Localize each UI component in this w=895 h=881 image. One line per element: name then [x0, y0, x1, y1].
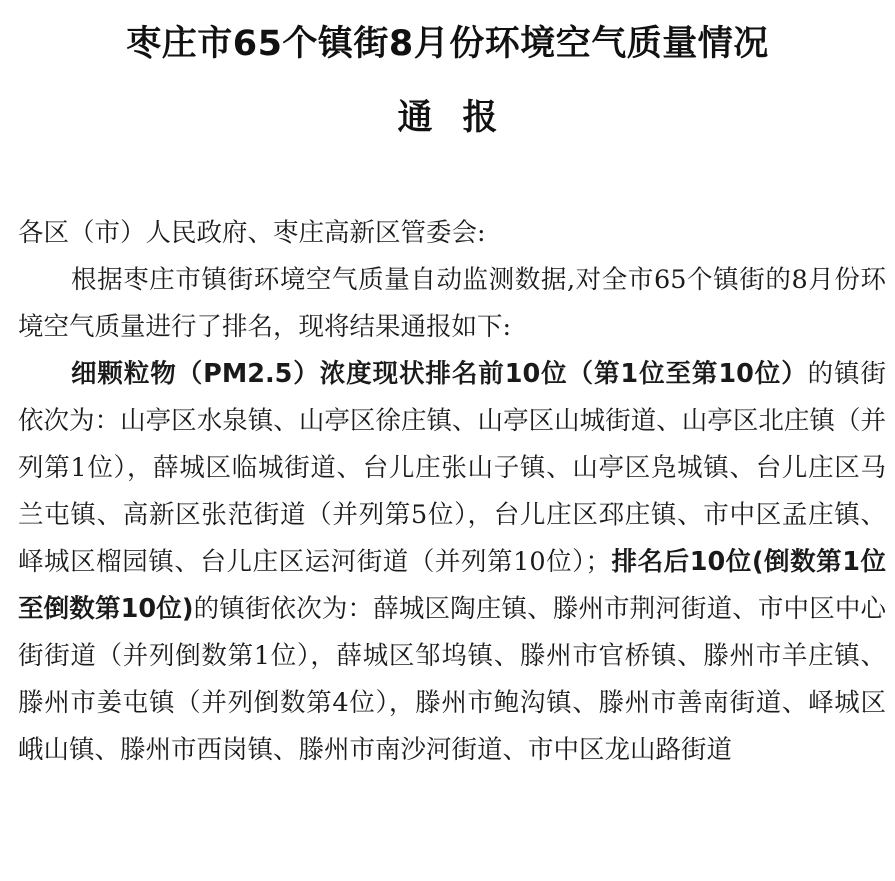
document-subtitle: 通报 — [397, 98, 528, 138]
bottom-ten-list: 的镇街依次为：薛城区陶庄镇、滕州市荆河街道、市中区中心街街道（并列倒数第1位），薛城区邹坞镇、滕州市官桥镇、滕州市羊庄镇、滕州市姜屯镇（并列倒数第4位），滕州市鲍沟镇、滕州市善南街道、峄城区峨山镇、滕州市西岗镇、滕州市南沙河街道、市中区龙山路街道 — [18, 594, 886, 765]
bottom-ten-heading: 排名后10位(倒数第1位至倒数第10位) — [18, 547, 887, 624]
salutation: 各区（市）人民政府、枣庄高新区管委会: — [18, 218, 486, 248]
document-title: 枣庄市65个镇街8月份环境空气质量情况 — [126, 24, 769, 64]
document-body — [18, 210, 886, 774]
ranking-paragraph — [18, 351, 886, 774]
intro-paragraph: 根据枣庄市镇街环境空气质量自动监测数据,对全市65个镇街的8月份环境空气质量进行了排名，现将结果通报如下: — [18, 265, 886, 342]
top-ten-list: 的镇街依次为：山亭区水泉镇、山亭区徐庄镇、山亭区山城街道、山亭区北庄镇（并列第1位），薛城区临城街道、台儿庄张山子镇、山亭区凫城镇、台儿庄区马兰屯镇、高新区张范街道（并列第5位），台儿庄区邳庄镇、市中区孟庄镇、峄城区榴园镇、台儿庄区运河街道（并列第10位）； — [18, 359, 886, 577]
top-ten-heading: 细颗粒物（PM2.5）浓度现状排名前10位（第1位至第10位） — [71, 359, 808, 389]
